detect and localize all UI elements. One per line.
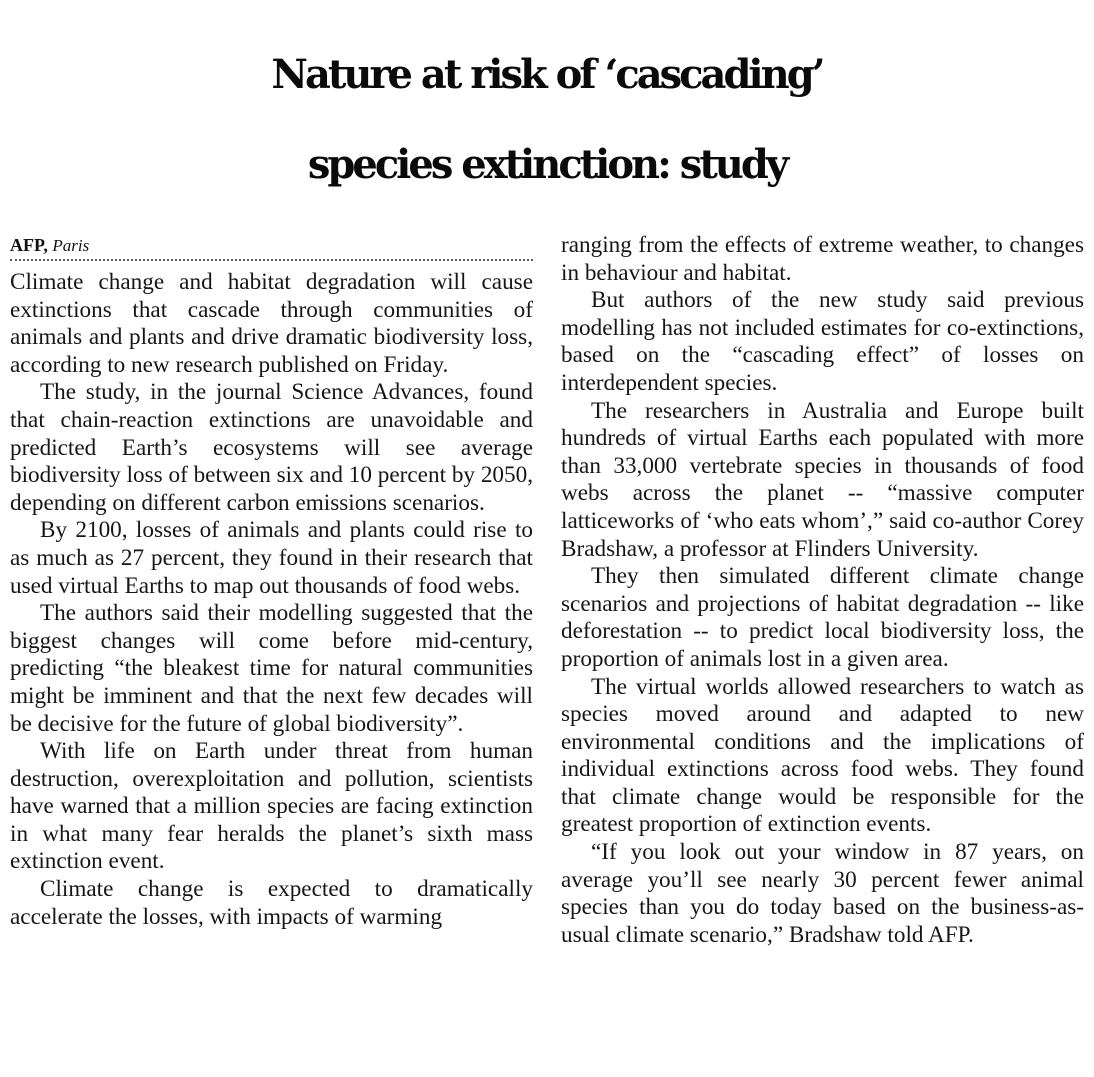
paragraph: They then simulated different climate change scenarios and projections of habitat degradation -- like deforestation -- to predict local biodiversity loss, the proportion of animals lost in a given area.	[561, 563, 1084, 672]
headline-line-1: Nature at risk of ‘cascading’	[271, 51, 823, 98]
paragraph: The authors said their modelling suggested that the biggest changes will come before mid-century, predicting “the bleakest time for natural communities might be imminent and that the next few decades will be decisive for the future of global biodiversity”.	[10, 600, 533, 737]
paragraph: With life on Earth under threat from human destruction, overexploitation and pollution, scientists have warned that a million species are facing extinction in what many fear heralds the planet’s sixth mass extinction event.	[10, 738, 533, 875]
headline	[0, 30, 1094, 210]
paragraph: Climate change and habitat degradation will cause extinctions that cascade through communities of animals and plants and drive dramatic biodiversity loss, according to new research published on Friday.	[10, 269, 533, 378]
headline-line-2: species extinction: study	[307, 141, 787, 188]
byline	[10, 232, 533, 261]
byline-agency: AFP,	[10, 235, 48, 255]
paragraph-continued: ranging from the effects of extreme weather, to changes in behaviour and habitat.	[561, 232, 1084, 286]
right-column	[561, 232, 1084, 949]
paragraph: The researchers in Australia and Europe built hundreds of virtual Earths each populated with more than 33,000 vertebrate species in thousands of food webs across the planet -- “massive computer latticeworks of ‘who eats whom’,” said co-author Corey Bradshaw, a professor at Flinders University.	[561, 397, 1084, 562]
paragraph: The virtual worlds allowed researchers to watch as species moved around and adapted to new environmental conditions and the implications of individual extinctions across food webs. They found that climate change would be responsible for the greatest proportion of extinction events.	[561, 673, 1084, 838]
paragraph: But authors of the new study said previous modelling has not included estimates for co-extinctions, based on the “cascading effect” of losses on interdependent species.	[561, 287, 1084, 396]
paragraph: “If you look out your window in 87 years, on average you’ll see nearly 30 percent fewer animal species than you do today based on the business-as-usual climate scenario,” Bradshaw told AFP.	[561, 839, 1084, 948]
paragraph: The study, in the journal Science Advances, found that chain-reaction extinctions are unavoidable and predicted Earth’s ecosystems will see average biodiversity loss of between six and 10 percent by 2050, depending on different carbon emissions scenarios.	[10, 379, 533, 516]
paragraph: By 2100, losses of animals and plants could rise to as much as 27 percent, they found in their research that used virtual Earths to map out thousands of food webs.	[10, 517, 533, 599]
left-column	[10, 232, 533, 931]
byline-city: Paris	[52, 236, 90, 255]
paragraph: Climate change is expected to dramatically accelerate the losses, with impacts of warming	[10, 876, 533, 930]
